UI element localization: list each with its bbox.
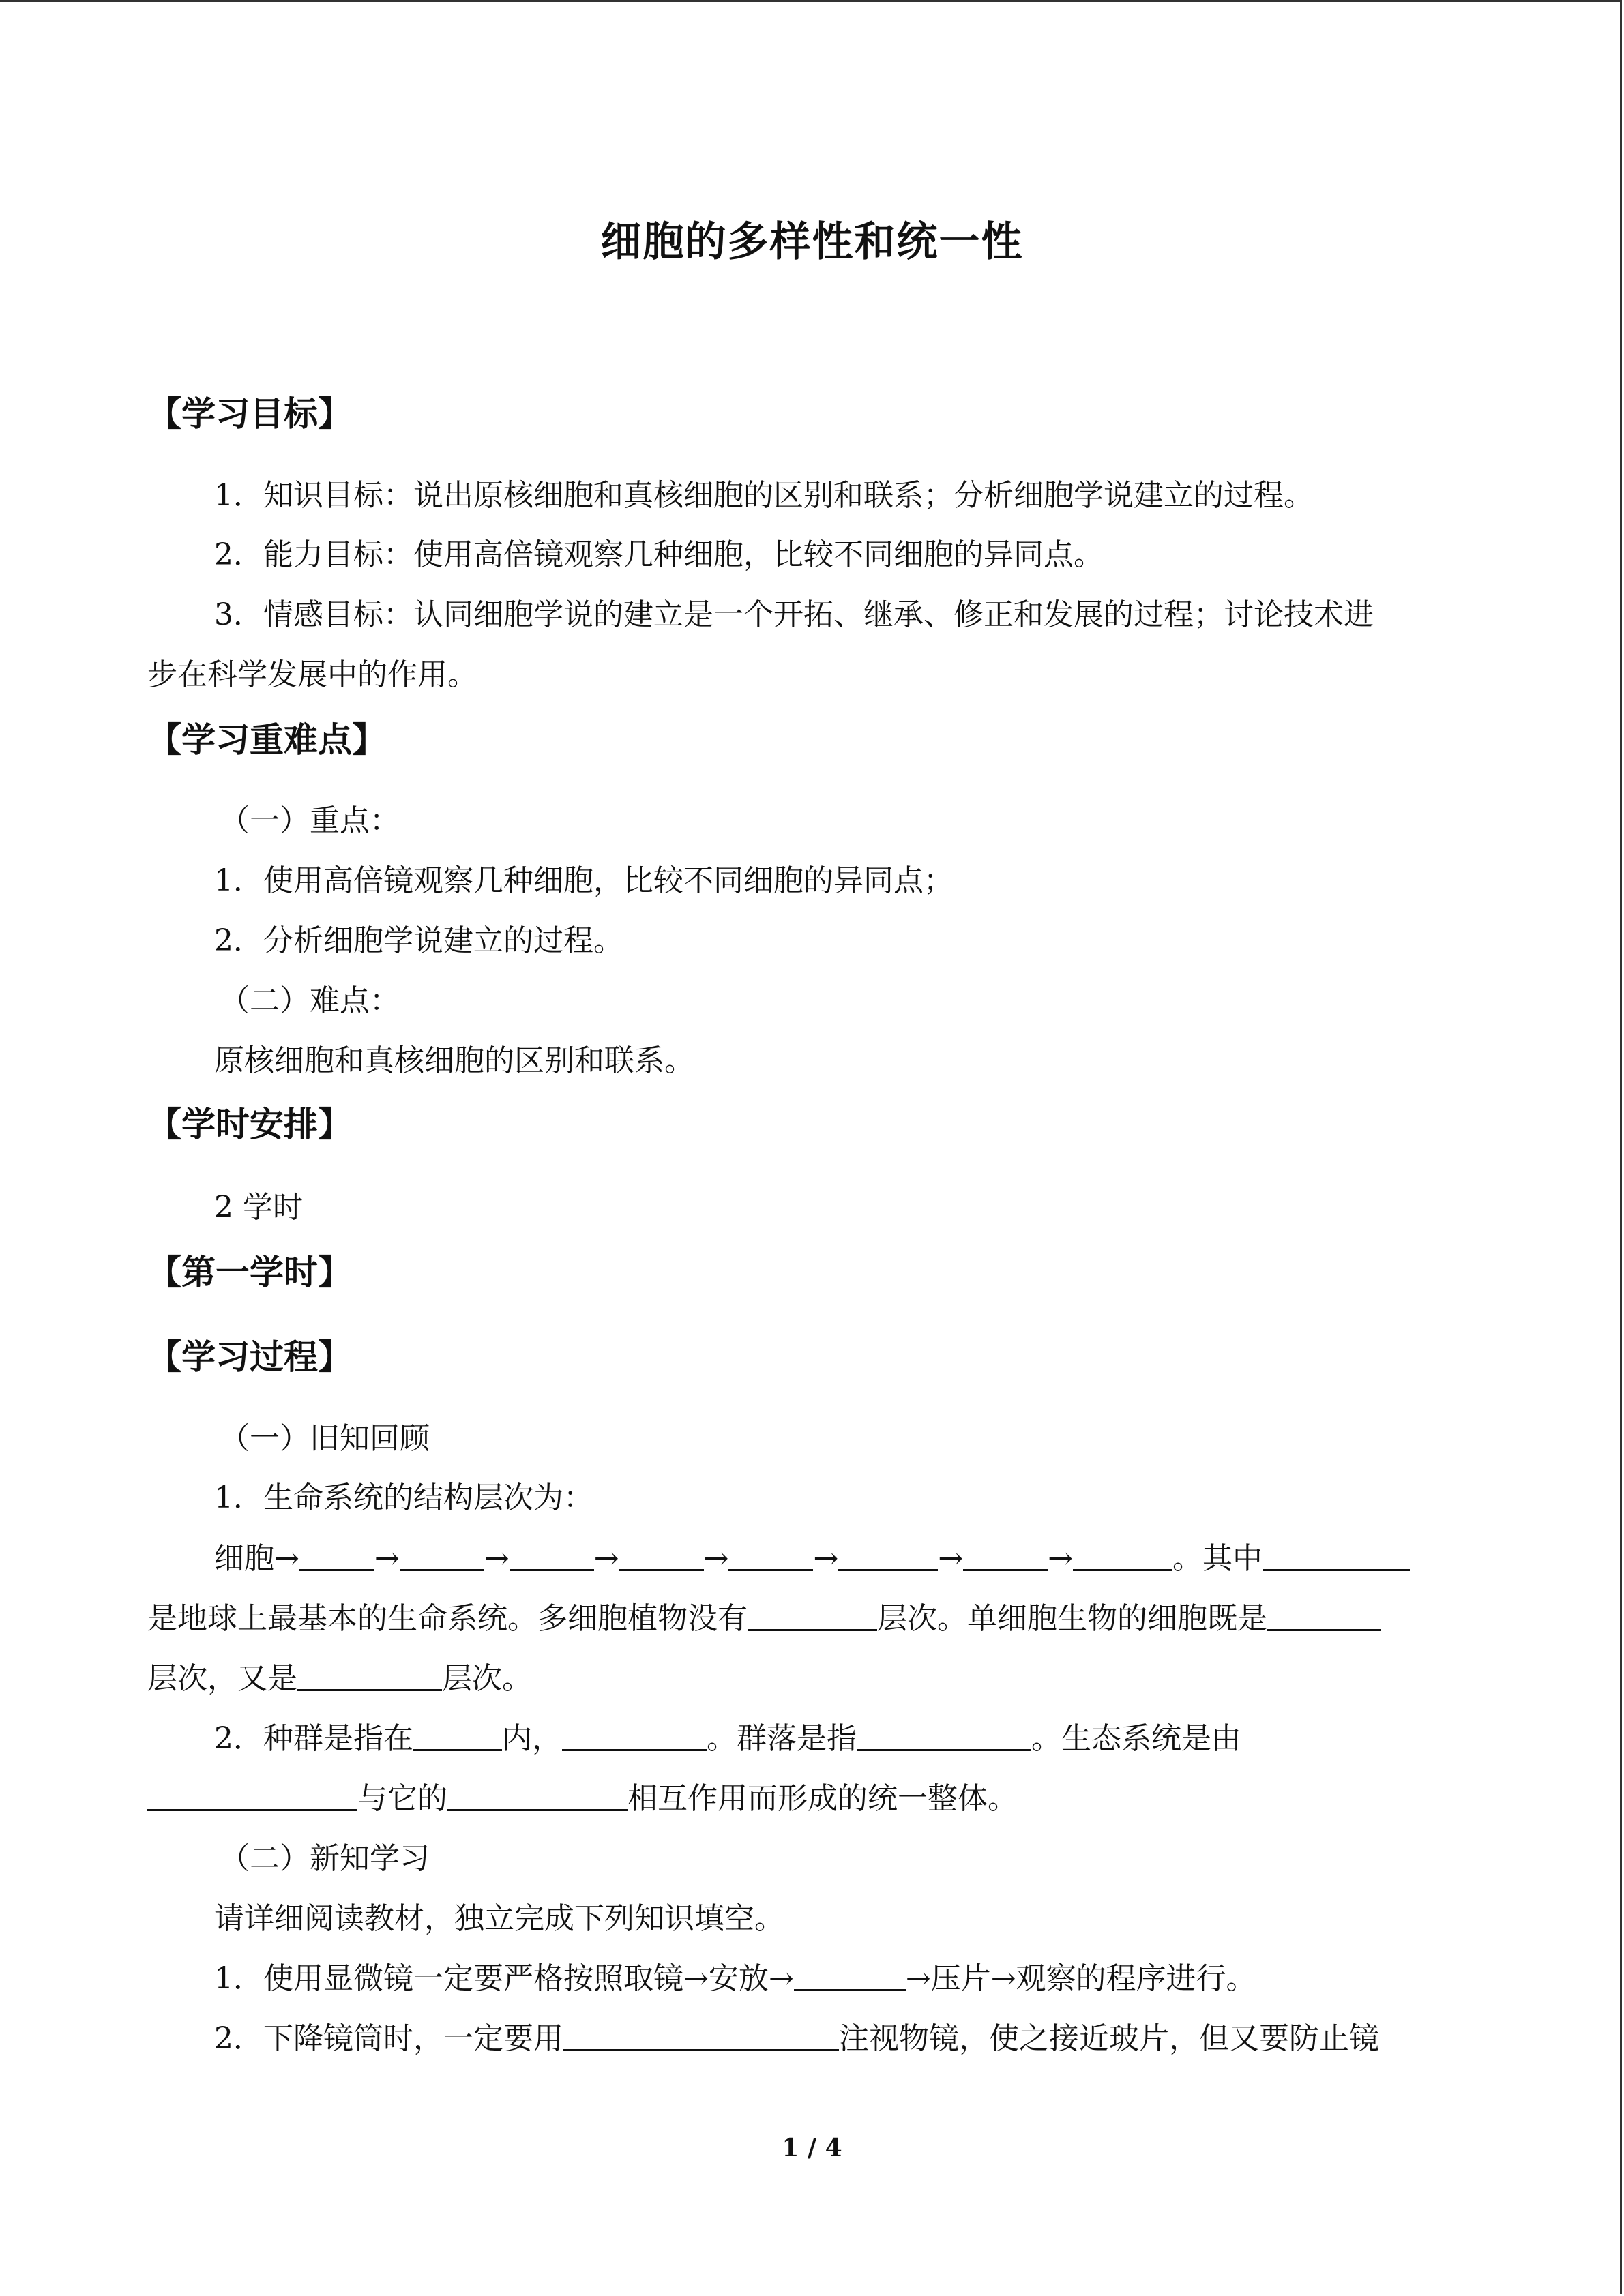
question-1-title: 1．生命系统的结构层次为： [214,1480,593,1515]
blank[interactable] [728,1538,813,1571]
review-title: （一）旧知回顾 [220,1421,430,1456]
new-knowledge-title: （二）新知学习 [220,1841,430,1876]
objective-emotion-line1: 3．情感目标：认同细胞学说的建立是一个开拓、继承、修正和发展的过程；讨论技术进 [214,597,1374,632]
difficulty-subtitle: （二）难点： [220,983,400,1018]
q2-text-d: 。生态系统是由 [1031,1721,1241,1756]
q2-text-b: 内， [502,1721,562,1756]
difficulty-text: 原核细胞和真核细胞的区别和联系。 [214,1043,694,1078]
q1-mid: 。其中 [1172,1541,1263,1576]
q2-text-a: 2．种群是指在 [214,1721,413,1756]
heading-objectives: 【学习目标】 [147,394,352,434]
blank[interactable] [1073,1538,1172,1571]
blank[interactable] [619,1538,704,1571]
heading-first-period: 【第一学时】 [147,1253,352,1292]
q2-line2-text-a: 与它的 [357,1781,447,1816]
blank[interactable] [857,1718,1031,1751]
blank[interactable] [794,1958,906,1991]
n1-text-c: 压片 [930,1961,991,1996]
blank[interactable] [563,2018,839,2051]
arrow: → [484,1541,510,1576]
objective-knowledge: 1．知识目标：说出原核细胞和真核细胞的区别和联系；分析细胞学说建立的过程。 [214,478,1314,513]
q1-start: 细胞 [214,1541,274,1576]
question-2-line2 [147,1776,1477,1822]
blank[interactable] [299,1538,374,1571]
schedule-text: 2 学时 [214,1190,303,1225]
arrow: → [768,1961,794,1996]
q2-text-c: 。群落是指 [707,1721,857,1756]
arrow: → [813,1541,839,1576]
n1-text-b: 安放 [708,1961,769,1996]
q1-line3-text-b: 层次。 [442,1661,532,1696]
new-item-2 [214,2016,1544,2062]
question-1-line2 [147,1596,1477,1642]
objective-ability: 2．能力目标：使用高倍镜观察几种细胞，比较不同细胞的异同点。 [214,537,1104,572]
key-point-1: 1．使用高倍镜观察几种细胞，比较不同细胞的异同点； [214,863,954,898]
blank[interactable] [413,1718,502,1751]
document-title: 细胞的多样性和统一性 [600,218,1024,266]
page-number: 1 / 4 [782,2134,842,2162]
question-2-line1 [214,1716,1544,1762]
blank[interactable] [510,1538,594,1571]
blank[interactable] [147,1778,357,1811]
n1-text-a: 1．使用显微镜一定要严格按照取镜 [214,1961,683,1996]
key-point-2: 2．分析细胞学说建立的过程。 [214,923,623,958]
arrow: → [274,1541,299,1576]
arrow: → [990,1961,1016,1996]
blank[interactable] [297,1658,442,1691]
arrow: → [1048,1541,1073,1576]
blank[interactable] [838,1538,938,1571]
instruction-text: 请详细阅读教材，独立完成下列知识填空。 [214,1901,784,1936]
arrow: → [905,1961,931,1996]
blank[interactable] [963,1538,1048,1571]
heading-key-points: 【学习重难点】 [147,720,386,760]
n2-text-a: 2．下降镜筒时，一定要用 [214,2021,563,2056]
arrow: → [374,1541,400,1576]
objective-emotion-line2: 步在科学发展中的作用。 [147,657,477,692]
key-point-subtitle: （一）重点： [220,803,400,838]
n1-text-d: 观察的程序进行。 [1016,1961,1256,1996]
heading-schedule: 【学时安排】 [147,1105,352,1144]
arrow: → [703,1541,729,1576]
blank[interactable] [1263,1538,1410,1571]
q1-line3-text-a: 层次，又是 [147,1661,297,1696]
arrow: → [683,1961,709,1996]
q1-line2-text-b: 层次。单细胞生物的细胞既是 [877,1601,1267,1636]
blank[interactable] [562,1718,707,1751]
question-1-line3 [147,1656,1477,1702]
q1-line2-text-a: 是地球上最基本的生命系统。多细胞植物没有 [147,1601,748,1636]
n2-text-b: 注视物镜，使之接近玻片，但又要防止镜 [839,2021,1379,2056]
blank[interactable] [400,1538,484,1571]
q2-line2-text-b: 相互作用而形成的统一整体。 [628,1781,1018,1816]
blank[interactable] [748,1598,877,1631]
heading-process: 【学习过程】 [147,1337,352,1377]
arrow: → [593,1541,619,1576]
question-1-line1 [214,1536,1544,1582]
new-item-1 [214,1956,1544,2002]
arrow: → [938,1541,964,1576]
blank[interactable] [1267,1598,1381,1631]
blank[interactable] [447,1778,628,1811]
